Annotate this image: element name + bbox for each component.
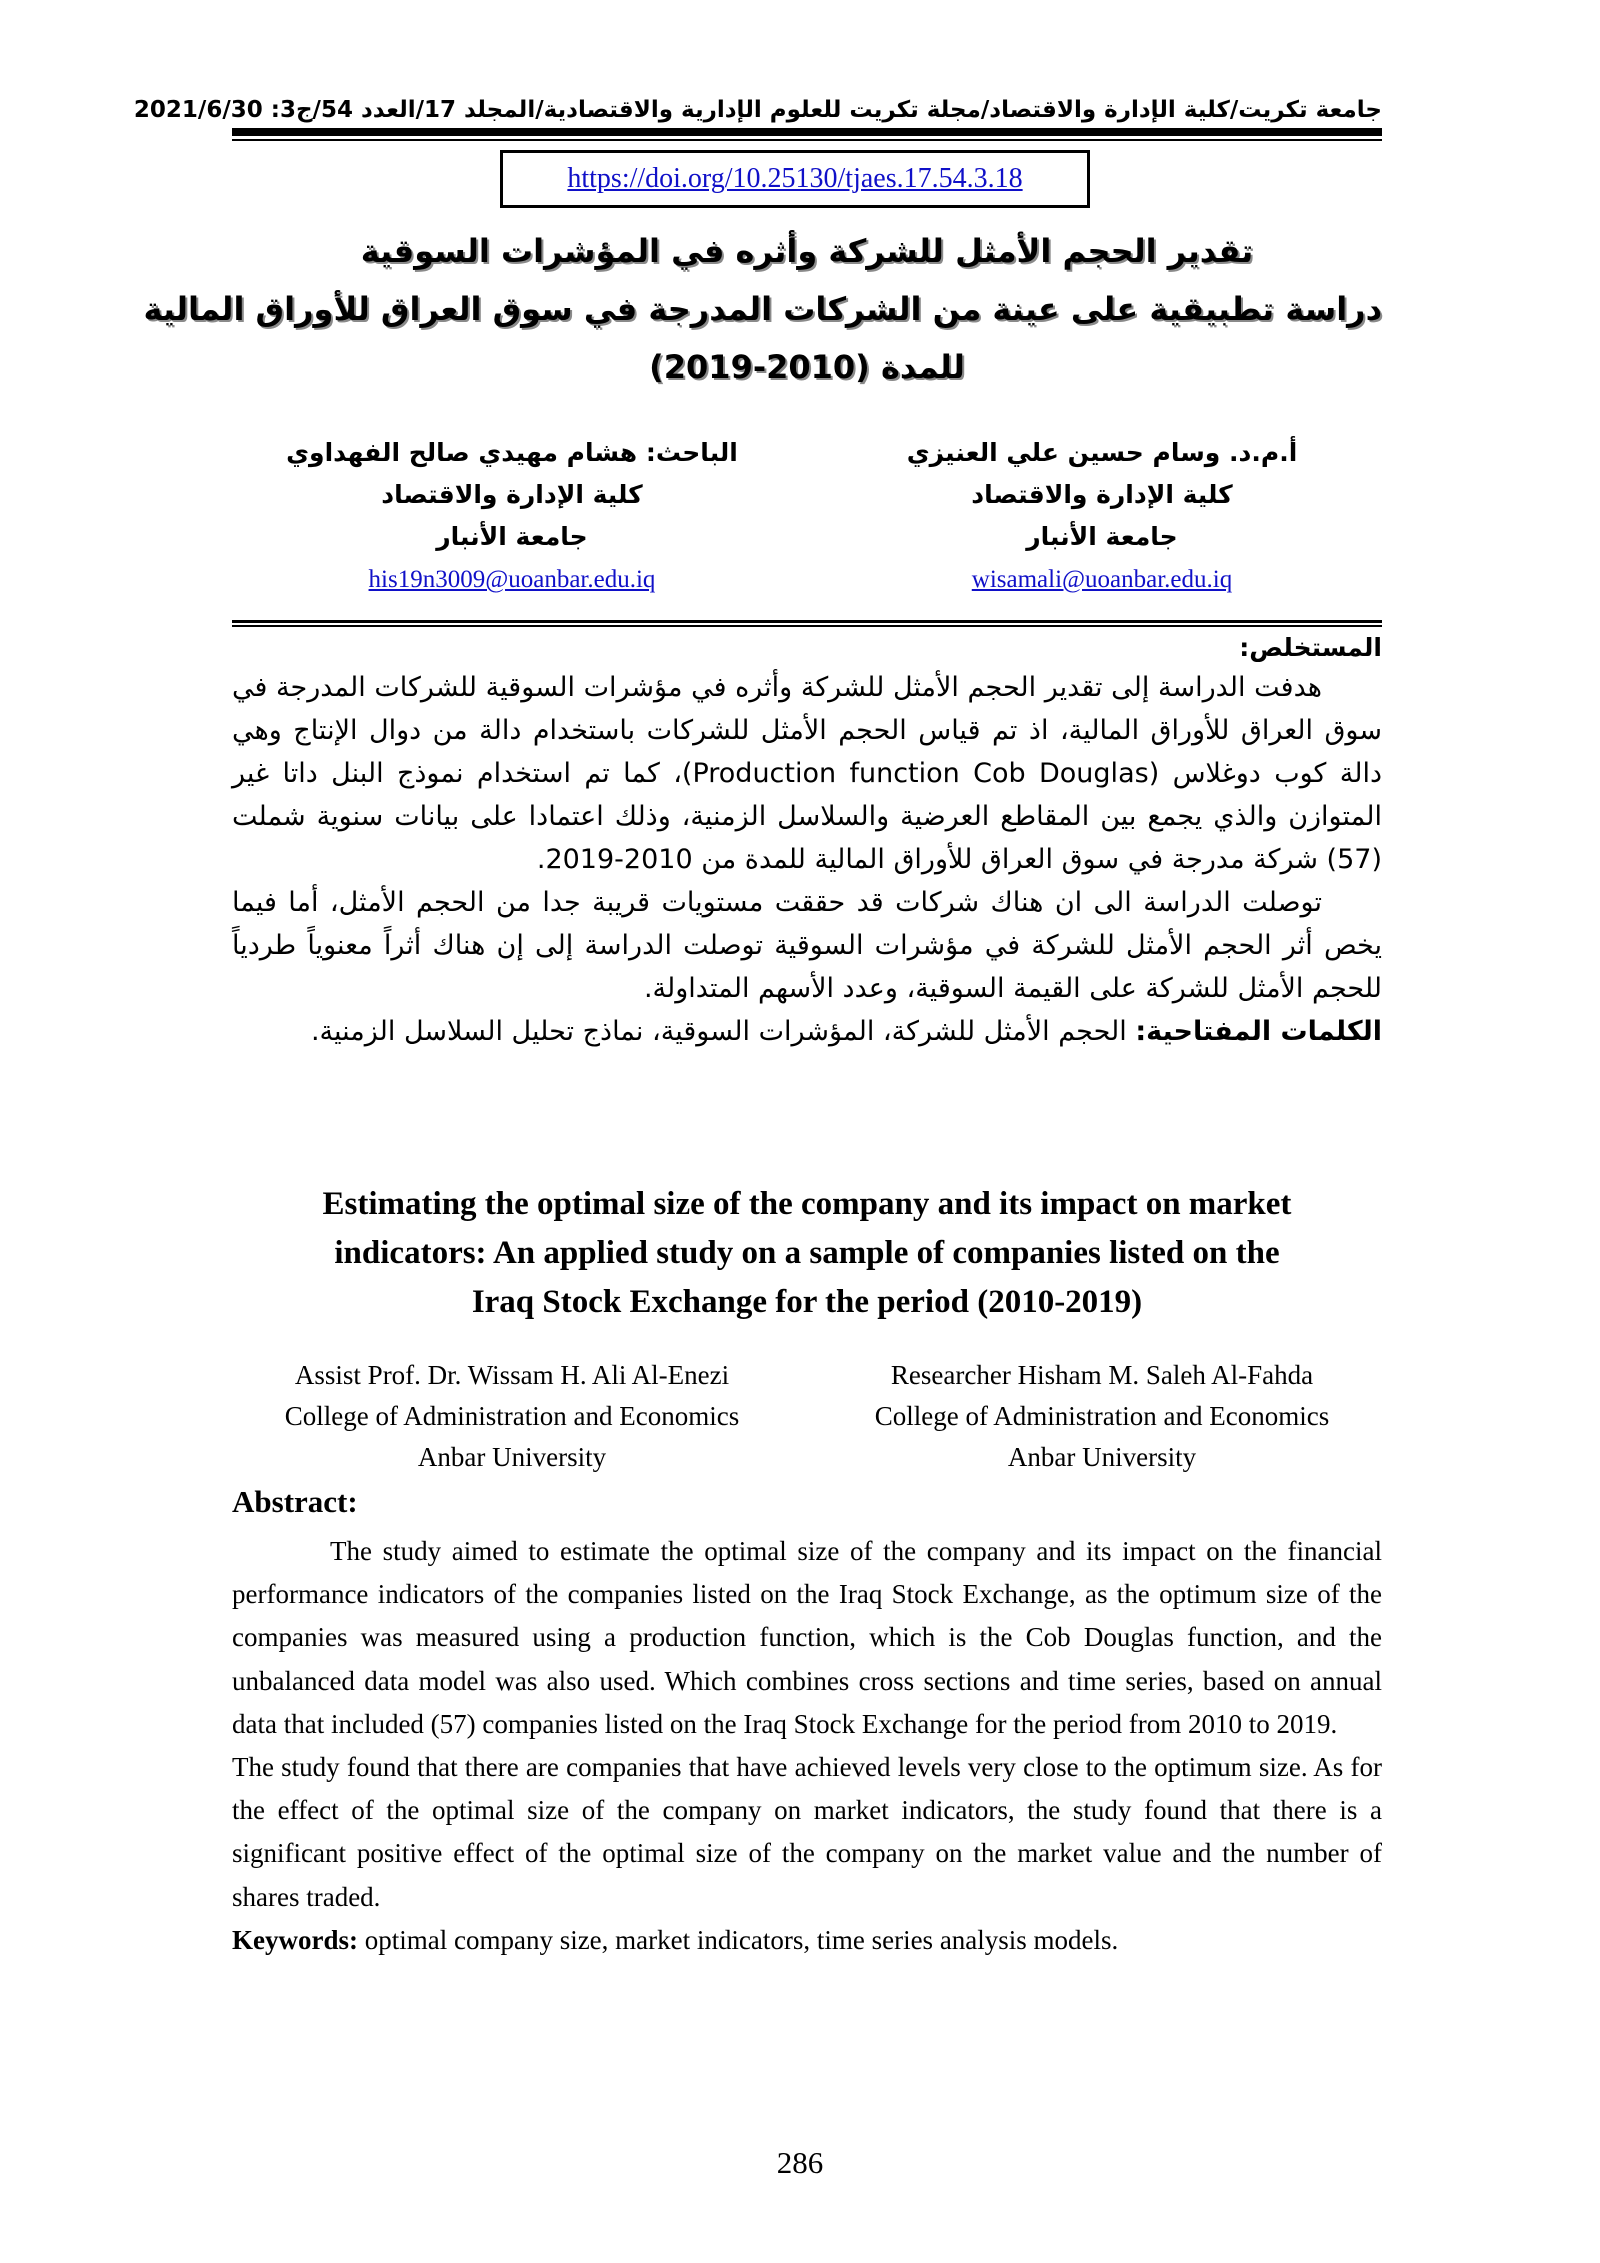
arabic-author-1 <box>822 432 1382 601</box>
arabic-authors <box>232 432 1382 617</box>
arabic-keywords <box>232 1010 1382 1053</box>
author-college: كلية الإدارة والاقتصاد <box>381 480 643 509</box>
arabic-keywords-text: الحجم الأمثل للشركة، المؤشرات السوقية، نماذج تحليل السلاسل الزمنية. <box>310 1016 1136 1047</box>
english-abstract-paragraph: The study aimed to estimate the optimal size of the company and its impact on the financial performance indicators of the companies listed on the Iraq Stock Exchange, as the optimum size of the companies was measured using a production function, which is the Cob Douglas function, and the unbalanced data model was also used. Which combines cross sections and time series, based on annual data that included (57) companies listed on the Iraq Stock Exchange for the period from 2010 to 2019. <box>232 1536 1382 1739</box>
english-title-line: Iraq Stock Exchange for the period (2010-2019) <box>471 1284 1143 1320</box>
author-email-link[interactable]: his19n3009@uoanbar.edu.iq <box>368 566 656 593</box>
author-name: Assist Prof. Dr. Wissam H. Ali Al-Enezi <box>294 1360 730 1390</box>
section-rule-thin <box>232 625 1382 627</box>
arabic-author-2 <box>232 432 792 601</box>
english-title-line: indicators: An applied study on a sample of companies listed on the <box>334 1235 1280 1271</box>
arabic-title <box>143 222 1382 396</box>
author-university: جامعة الأنبار <box>436 522 588 551</box>
english-keywords-text: optimal company size, market indicators, time series analysis models. <box>357 1924 1119 1955</box>
english-author-2 <box>822 1355 1382 1478</box>
english-title <box>232 1180 1382 1327</box>
english-keywords <box>232 1919 1382 1962</box>
english-abstract-paragraph: The study found that there are companies that have achieved levels very close to the optimum size. As for the effect of the optimal size of the company on market indicators, the study found that there is a significant positive effect of the optimal size of the company on the market value and the number of shares traded. <box>232 1752 1382 1912</box>
author-college: College of Administration and Economics <box>284 1401 740 1431</box>
arabic-abstract-heading: المستخلص: <box>1239 633 1382 662</box>
english-title-line: Estimating the optimal size of the company and its impact on market <box>322 1186 1292 1222</box>
page-number: 286 <box>776 2145 824 2180</box>
english-author-1 <box>232 1355 792 1478</box>
section-rule <box>232 620 1382 623</box>
author-university: Anbar University <box>1007 1442 1197 1472</box>
english-authors <box>232 1355 1382 1485</box>
arabic-title-line: دراسة تطبيقية على عينة من الشركات المدرجة في سوق العراق للأوراق المالية <box>143 290 1382 328</box>
arabic-title-line: تقدير الحجم الأمثل للشركة وأثره في المؤشرات السوقية <box>360 232 1254 270</box>
author-name: أ.م.د. وسام حسين علي العنيزي <box>906 438 1298 467</box>
header-rule-thin <box>232 139 1382 141</box>
arabic-title-line: للمدة (2010-2019) <box>649 348 965 386</box>
author-name: الباحث: هشام مهيدي صالح الفهداوي <box>286 438 738 467</box>
arabic-abstract-paragraph: هدفت الدراسة إلى تقدير الحجم الأمثل للشركة وأثره في مؤشرات السوقية للشركات المدرجة في سوق العراق للأوراق المالية، اذ تم قياس الحجم الأمثل للشركات باستخدام دالة من دوال الإنتاج وهي دالة كوب دوغلاس (Production function Cob Douglas)، كما تم استخدام نموذج البنل داتا غير المتوازن والذي يجمع بين المقاطع العرضية والسلاسل الزمنية، وذلك اعتمادا على بيانات سنوية شملت (57) شركة مدرجة في سوق العراق للأوراق المالية للمدة من 2010-2019. <box>232 672 1382 875</box>
doi-box <box>500 150 1090 208</box>
arabic-keywords-label: الكلمات المفتاحية: <box>1135 1016 1382 1047</box>
doi-link[interactable]: https://doi.org/10.25130/tjaes.17.54.3.18 <box>567 163 1023 194</box>
author-email-link[interactable]: wisamali@uoanbar.edu.iq <box>971 566 1233 593</box>
author-university: جامعة الأنبار <box>1026 522 1178 551</box>
arabic-abstract-paragraph: توصلت الدراسة الى ان هناك شركات قد حققت مستويات قريبة جدا من الحجم الأمثل، أما فيما يخص أثر الحجم الأمثل للشركة في مؤشرات السوقية توصلت الدراسة إلى إن هناك أثراً معنوياً طردياً للحجم الأمثل للشركة على القيمة السوقية، وعدد الأسهم المتداولة. <box>232 887 1382 1004</box>
english-abstract <box>232 1530 1382 1962</box>
arabic-abstract <box>232 630 1382 1053</box>
author-name: Researcher Hisham M. Saleh Al-Fahda <box>890 1360 1314 1390</box>
english-abstract-heading: Abstract: <box>232 1484 358 1519</box>
english-keywords-label: Keywords: <box>232 1924 358 1955</box>
author-college: College of Administration and Economics <box>874 1401 1330 1431</box>
running-header: جامعة تكريت/كلية الإدارة والاقتصاد/مجلة تكريت للعلوم الإدارية والاقتصادية/المجلد 17/العدد 54/ج3: 2021/6/30 <box>133 97 1382 123</box>
author-college: كلية الإدارة والاقتصاد <box>971 480 1233 509</box>
author-university: Anbar University <box>417 1442 607 1472</box>
header-rule <box>232 128 1382 136</box>
